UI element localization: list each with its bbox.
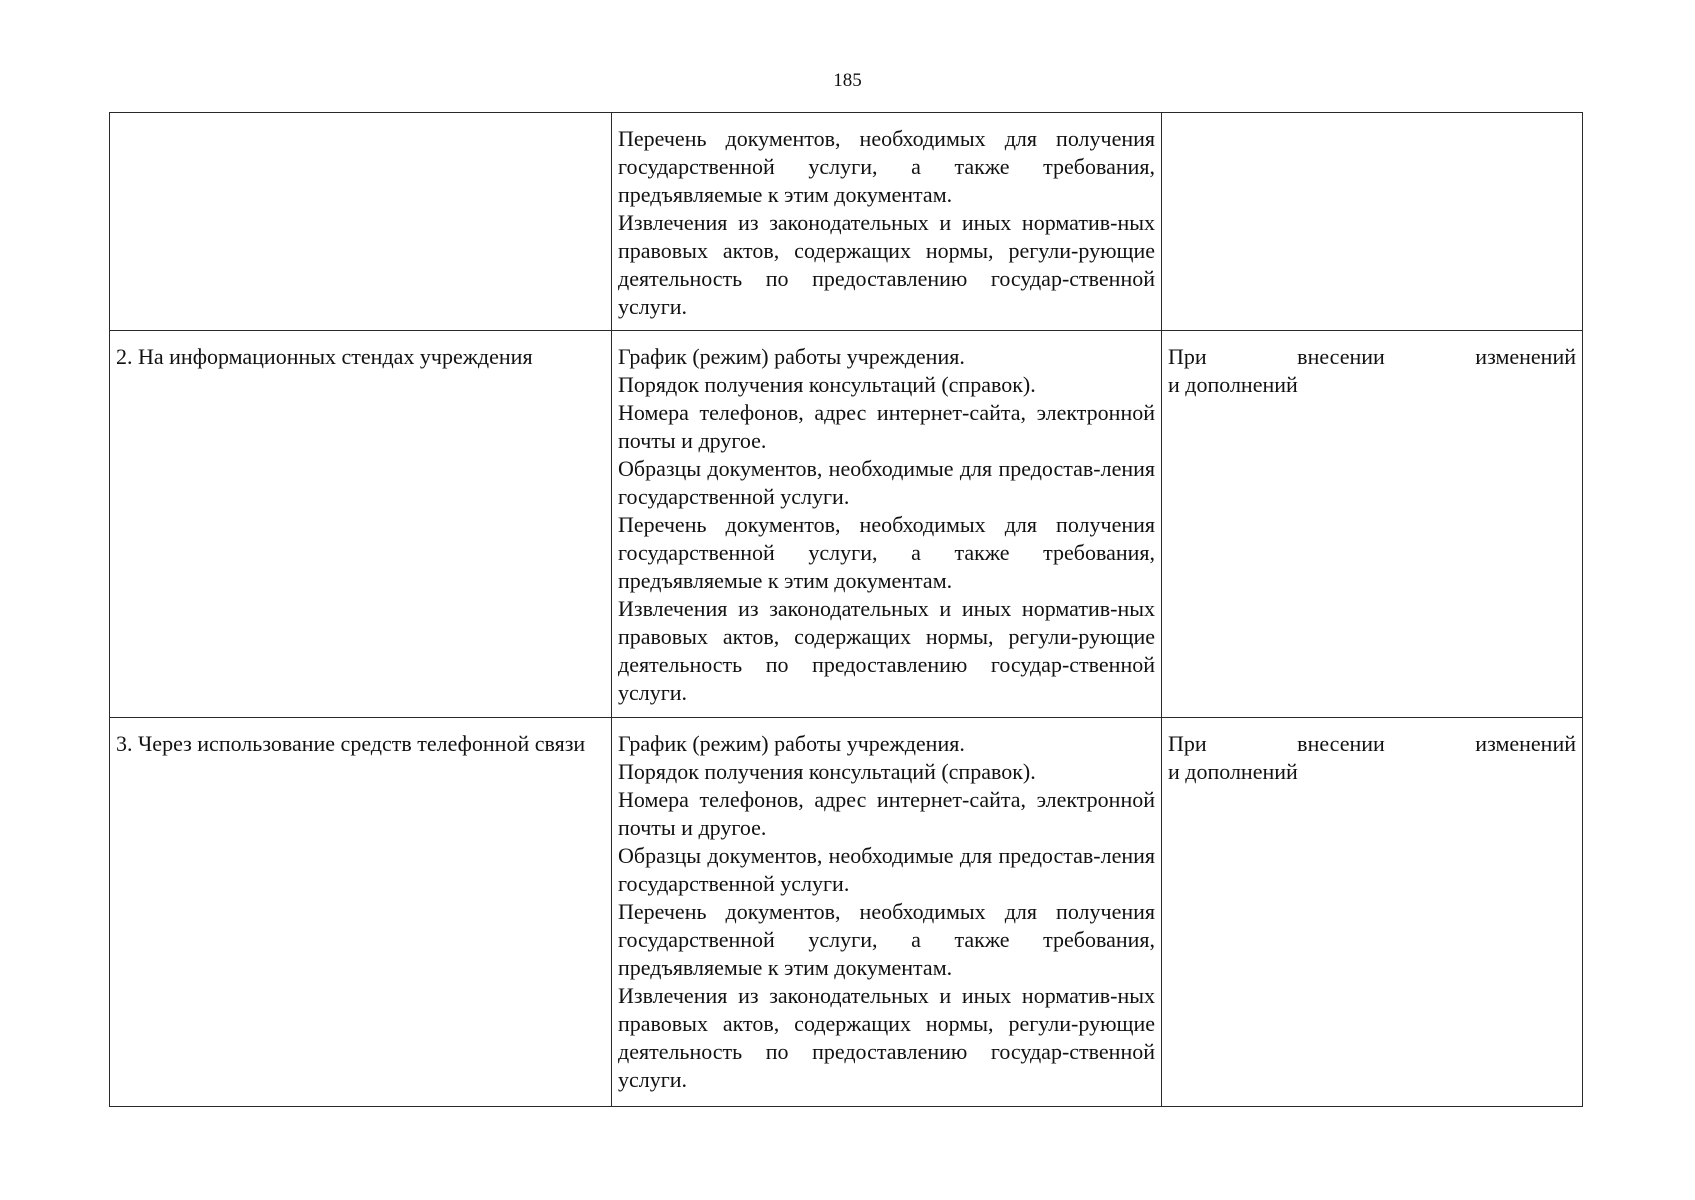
- update-text-line-2: и дополнений: [1168, 759, 1298, 784]
- content-item: Перечень документов, необходимых для получения государственной услуги, а также требования, предъявляемые к этим документам.: [618, 899, 1155, 980]
- contents-cell: [612, 718, 1162, 1107]
- table-row: [110, 331, 1583, 718]
- update-text-line-2: и дополнений: [1168, 372, 1298, 397]
- update-cell: [1162, 331, 1583, 718]
- content-item: Перечень документов, необходимых для получения государственной услуги, а также требования, предъявляемые к этим документам.: [618, 126, 1155, 207]
- channel-text: 2. На информационных стендах учреждения: [116, 344, 533, 369]
- content-item: Номера телефонов, адрес интернет-сайта, электронной почты и другое.: [618, 787, 1155, 840]
- update-text-line-1: При внесении изменений: [1168, 731, 1576, 756]
- content-item: График (режим) работы учреждения.: [618, 344, 965, 369]
- page-number: 185: [833, 70, 862, 91]
- table-row: [110, 113, 1583, 331]
- table-row: [110, 718, 1583, 1107]
- content-item: Извлечения из законодательных и иных норматив-ных правовых актов, содержащих нормы, регули-рующие деятельность по предоставлению государ-ственной услуги.: [618, 210, 1155, 319]
- info-channels-table: [109, 112, 1583, 1107]
- content-item: Образцы документов, необходимые для предостав-ления государственной услуги.: [618, 843, 1155, 896]
- channel-cell: [110, 331, 612, 718]
- content-item: Порядок получения консультаций (справок).: [618, 372, 1036, 397]
- update-text-line-1: При внесении изменений: [1168, 344, 1576, 369]
- update-cell: [1162, 113, 1583, 331]
- channel-text: 3. Через использование средств телефонной связи: [116, 731, 586, 756]
- content-item: Извлечения из законодательных и иных норматив-ных правовых актов, содержащих нормы, регули-рующие деятельность по предоставлению государ-ственной услуги.: [618, 596, 1155, 705]
- update-cell: [1162, 718, 1583, 1107]
- content-item: Номера телефонов, адрес интернет-сайта, электронной почты и другое.: [618, 400, 1155, 453]
- content-item: Перечень документов, необходимых для получения государственной услуги, а также требования, предъявляемые к этим документам.: [618, 512, 1155, 593]
- contents-cell: [612, 331, 1162, 718]
- content-item: Извлечения из законодательных и иных норматив-ных правовых актов, содержащих нормы, регули-рующие деятельность по предоставлению государ-ственной услуги.: [618, 983, 1155, 1092]
- content-item: Образцы документов, необходимые для предостав-ления государственной услуги.: [618, 456, 1155, 509]
- contents-cell: [612, 113, 1162, 331]
- channel-text: [110, 113, 611, 134]
- channel-cell: [110, 113, 612, 331]
- channel-cell: [110, 718, 612, 1107]
- content-item: График (режим) работы учреждения.: [618, 731, 965, 756]
- content-item: Порядок получения консультаций (справок).: [618, 759, 1036, 784]
